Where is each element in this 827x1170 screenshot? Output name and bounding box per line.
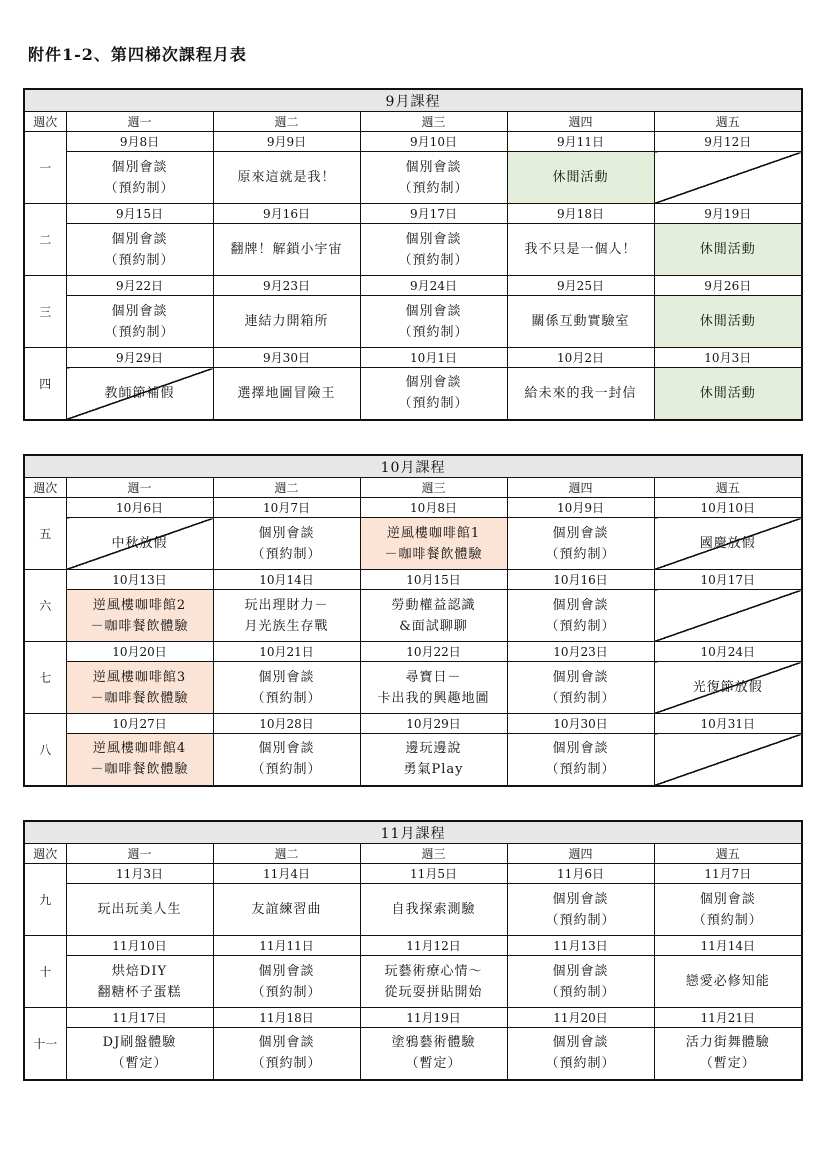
activity-text: 自我探索測驗 [391,902,476,917]
weekday-header: 週三 [360,478,507,498]
date-cell: 9月22日 [66,276,213,296]
activity-cell [654,368,802,420]
date-cell: 11月21日 [654,1008,802,1028]
activity-text: －咖啡餐飲體驗 [90,690,189,706]
activity-text: （預約制） [104,252,175,268]
activity-cell [66,662,213,714]
weekday-header: 週一 [66,478,213,498]
activity-text: 個別會談 [552,741,609,757]
activity-row [24,590,802,642]
month-table [23,820,803,1081]
activity-text: （預約制） [251,690,322,706]
activity-row [24,734,802,786]
activity-text: 逆風樓咖啡館1 [386,525,481,541]
date-cell: 10月30日 [507,714,654,734]
date-cell: 10月17日 [654,570,802,590]
activity-text: 中秋放假 [111,536,168,551]
activity-cell [360,518,507,570]
activity-text: 玩出理財力－ [244,597,329,613]
activity-text: （預約制） [398,252,469,268]
activity-cell [213,734,360,786]
activity-cell [213,884,360,936]
activity-text: 關係互動實驗室 [531,314,630,329]
date-cell: 9月16日 [213,204,360,224]
date-cell: 10月6日 [66,498,213,518]
activity-text: 個別會談 [552,1035,609,1051]
week-label: 七 [24,642,66,714]
activity-text: 月光族生存戰 [244,618,329,634]
activity-text: 玩藝術療心情～ [384,963,483,979]
week-label: 五 [24,498,66,570]
activity-text: 原來這就是我！ [237,170,336,185]
activity-cell [66,152,213,204]
activity-row [24,1028,802,1080]
date-cell: 10月20日 [66,642,213,662]
activity-cell [654,224,802,276]
activity-cell [654,734,802,786]
date-cell: 9月23日 [213,276,360,296]
date-cell: 9月25日 [507,276,654,296]
activity-text: （預約制） [545,1056,616,1072]
document-title: 附件1-2、第四梯次課程月表 [28,45,247,64]
date-cell: 11月11日 [213,936,360,956]
activity-text: 國慶放假 [699,536,756,551]
date-cell: 10月27日 [66,714,213,734]
weekday-header: 週三 [360,844,507,864]
activity-cell [66,590,213,642]
date-cell: 10月23日 [507,642,654,662]
activity-text: 個別會談 [111,303,168,319]
activity-cell [66,1028,213,1080]
date-cell: 9月9日 [213,132,360,152]
activity-cell [507,368,654,420]
activity-cell [213,368,360,420]
activity-text: 烘焙DIY [111,963,168,979]
date-cell: 11月17日 [66,1008,213,1028]
activity-text: 逆風樓咖啡館4 [92,741,187,757]
activity-text: 個別會談 [405,303,462,319]
activity-text: 翻牌！解鎖小宇宙 [230,242,343,257]
date-cell: 9月26日 [654,276,802,296]
activity-text: 勇氣Play [403,762,464,778]
activity-text: 個別會談 [258,525,315,541]
activity-text: 戀愛必修知能 [685,974,770,989]
date-cell: 11月14日 [654,936,802,956]
date-cell: 11月6日 [507,864,654,884]
date-cell: 9月18日 [507,204,654,224]
date-row [24,570,802,590]
activity-text: （預約制） [545,546,616,562]
activity-cell [66,734,213,786]
activity-cell [507,662,654,714]
activity-text: 個別會談 [258,741,315,757]
activity-cell [507,1028,654,1080]
date-cell: 9月12日 [654,132,802,152]
date-cell: 10月24日 [654,642,802,662]
activity-text: 卡出我的興趣地圖 [377,690,490,706]
activity-text: （預約制） [398,324,469,340]
weekday-header: 週五 [654,478,802,498]
activity-cell [360,956,507,1008]
date-cell: 10月3日 [654,348,802,368]
weekday-header: 週一 [66,844,213,864]
activity-cell [654,956,802,1008]
date-cell: 10月29日 [360,714,507,734]
week-number-header: 週次 [24,478,66,498]
date-cell: 11月3日 [66,864,213,884]
activity-text: 我不只是一個人！ [524,242,637,257]
activity-text: 光復節放假 [692,680,763,695]
activity-text: 休閒活動 [552,170,609,185]
activity-text: 從玩耍拼貼開始 [384,984,483,1000]
activity-text: （預約制） [104,324,175,340]
date-row [24,498,802,518]
date-cell: 9月17日 [360,204,507,224]
activity-text: 選擇地圖冒險王 [237,385,336,401]
date-cell: 11月10日 [66,936,213,956]
activity-cell [66,884,213,936]
date-cell: 9月24日 [360,276,507,296]
activity-text: 個別會談 [699,891,756,907]
weekday-header: 週五 [654,844,802,864]
activity-text: 連結力開箱所 [244,314,329,329]
week-label: 十 [24,936,66,1008]
activity-text: 給未來的我一封信 [524,385,637,401]
activity-text: 休閒活動 [699,385,756,401]
activity-text: （預約制） [692,912,763,928]
month-title: 11月課程 [24,821,802,844]
activity-cell [213,296,360,348]
month-table [23,88,803,421]
activity-text: 逆風樓咖啡館3 [92,669,187,685]
date-cell: 10月14日 [213,570,360,590]
date-cell: 11月5日 [360,864,507,884]
activity-text: －咖啡餐飲體驗 [384,546,483,562]
week-label: 八 [24,714,66,786]
activity-cell [507,590,654,642]
activity-cell [66,368,213,420]
activity-row [24,662,802,714]
week-label: 四 [24,348,66,420]
weekday-header: 週一 [66,112,213,132]
activity-text: （暫定） [405,1056,462,1072]
activity-row [24,518,802,570]
activity-text: （預約制） [251,546,322,562]
weekday-header: 週二 [213,844,360,864]
week-label: 九 [24,864,66,936]
date-cell: 10月16日 [507,570,654,590]
date-cell: 10月10日 [654,498,802,518]
weekday-header: 週四 [507,478,654,498]
activity-text: （預約制） [545,912,616,928]
date-cell: 9月8日 [66,132,213,152]
date-cell: 10月21日 [213,642,360,662]
date-cell: 9月19日 [654,204,802,224]
activity-cell [66,296,213,348]
date-cell: 11月18日 [213,1008,360,1028]
activity-text: 個別會談 [552,669,609,685]
activity-text: （預約制） [398,180,469,196]
date-row [24,204,802,224]
activity-cell [507,734,654,786]
activity-cell [360,152,507,204]
date-cell: 11月13日 [507,936,654,956]
activity-row [24,152,802,204]
activity-text: 友誼練習曲 [251,902,322,917]
activity-row [24,368,802,420]
date-row [24,864,802,884]
date-cell: 10月9日 [507,498,654,518]
activity-text: （預約制） [545,618,616,634]
activity-cell [360,296,507,348]
activity-text: 個別會談 [552,597,609,613]
activity-text: 玩出玩美人生 [97,902,182,917]
week-number-header: 週次 [24,844,66,864]
activity-cell [507,956,654,1008]
activity-cell [213,956,360,1008]
activity-text: （預約制） [545,984,616,1000]
week-label: 十一 [24,1008,66,1080]
activity-text: 個別會談 [405,159,462,175]
activity-cell [360,662,507,714]
month-title-row [24,821,802,844]
activity-text: 休閒活動 [699,314,756,329]
activity-text: DJ刷盤體驗 [102,1035,177,1051]
date-cell: 11月19日 [360,1008,507,1028]
date-cell: 10月28日 [213,714,360,734]
activity-text: 個別會談 [258,963,315,979]
date-cell: 9月15日 [66,204,213,224]
activity-cell [507,152,654,204]
activity-cell [360,1028,507,1080]
activity-cell [654,1028,802,1080]
activity-row [24,296,802,348]
month-table [23,454,803,787]
date-row [24,936,802,956]
date-row [24,132,802,152]
activity-cell [360,590,507,642]
date-row [24,714,802,734]
activity-text: （預約制） [545,762,616,778]
activity-text: 個別會談 [258,1035,315,1051]
activity-text: 個別會談 [552,963,609,979]
activity-cell [213,1028,360,1080]
activity-cell [360,368,507,420]
date-row [24,276,802,296]
activity-cell [654,518,802,570]
activity-text: 個別會談 [111,231,168,247]
activity-cell [213,224,360,276]
date-cell: 11月4日 [213,864,360,884]
weekday-header: 週二 [213,112,360,132]
weekday-header-row [24,112,802,132]
activity-text: （預約制） [545,690,616,706]
week-label: 三 [24,276,66,348]
activity-cell [654,296,802,348]
activity-text: －咖啡餐飲體驗 [90,762,189,778]
activity-cell [213,152,360,204]
date-cell: 10月8日 [360,498,507,518]
activity-cell [654,884,802,936]
activity-text: －咖啡餐飲體驗 [90,618,189,634]
month-title-row [24,455,802,478]
date-cell: 9月29日 [66,348,213,368]
date-cell: 10月13日 [66,570,213,590]
activity-text: （預約制） [251,984,322,1000]
activity-cell [507,296,654,348]
activity-cell [66,224,213,276]
activity-text: （暫定） [111,1056,168,1072]
date-cell: 10月31日 [654,714,802,734]
date-row [24,348,802,368]
activity-text: （預約制） [398,396,469,412]
week-label: 二 [24,204,66,276]
activity-text: 勞動權益認識 [391,597,476,613]
month-title-row [24,89,802,112]
weekday-header: 週二 [213,478,360,498]
activity-row [24,224,802,276]
activity-cell [66,956,213,1008]
weekday-header-row [24,844,802,864]
weekday-header: 週五 [654,112,802,132]
activity-text: （預約制） [251,762,322,778]
activity-cell [360,734,507,786]
week-label: 一 [24,132,66,204]
date-cell: 11月20日 [507,1008,654,1028]
activity-text: 逆風樓咖啡館2 [92,597,187,613]
activity-cell [654,152,802,204]
date-cell: 9月30日 [213,348,360,368]
activity-cell [507,224,654,276]
activity-cell [507,518,654,570]
date-row [24,642,802,662]
date-cell: 10月7日 [213,498,360,518]
activity-text: 休閒活動 [699,242,756,257]
activity-cell [654,662,802,714]
date-row [24,1008,802,1028]
date-cell: 10月22日 [360,642,507,662]
month-title: 9月課程 [24,89,802,112]
weekday-header: 週四 [507,112,654,132]
activity-text: 邊玩邊說 [405,741,462,757]
activity-cell [654,590,802,642]
activity-text: 活力街舞體驗 [685,1035,770,1051]
weekday-header-row [24,478,802,498]
activity-row [24,884,802,936]
activity-text: 個別會談 [552,891,609,907]
week-label: 六 [24,570,66,642]
activity-cell [213,662,360,714]
activity-text: 塗鴉藝術體驗 [391,1035,476,1051]
activity-cell [66,518,213,570]
activity-cell [360,884,507,936]
activity-text: 教師節補假 [104,385,175,401]
activity-text: 個別會談 [552,525,609,541]
week-number-header: 週次 [24,112,66,132]
activity-cell [360,224,507,276]
date-cell: 10月1日 [360,348,507,368]
activity-text: 尋寶日－ [405,669,462,685]
activity-text: （暫定） [699,1056,756,1072]
date-cell: 11月7日 [654,864,802,884]
activity-cell [507,884,654,936]
month-title: 10月課程 [24,455,802,478]
date-cell: 10月15日 [360,570,507,590]
weekday-header: 週三 [360,112,507,132]
date-cell: 10月2日 [507,348,654,368]
activity-text: 翻糖杯子蛋糕 [97,984,182,1000]
activity-text: 個別會談 [405,375,462,391]
activity-cell [213,518,360,570]
date-cell: 11月12日 [360,936,507,956]
date-cell: 9月11日 [507,132,654,152]
activity-text: 個別會談 [405,231,462,247]
activity-text: （預約制） [104,180,175,196]
activity-text: 個別會談 [258,669,315,685]
activity-cell [213,590,360,642]
date-cell: 9月10日 [360,132,507,152]
weekday-header: 週四 [507,844,654,864]
activity-row [24,956,802,1008]
activity-text: （預約制） [251,1056,322,1072]
activity-text: &面試聊聊 [399,618,468,634]
activity-text: 個別會談 [111,159,168,175]
